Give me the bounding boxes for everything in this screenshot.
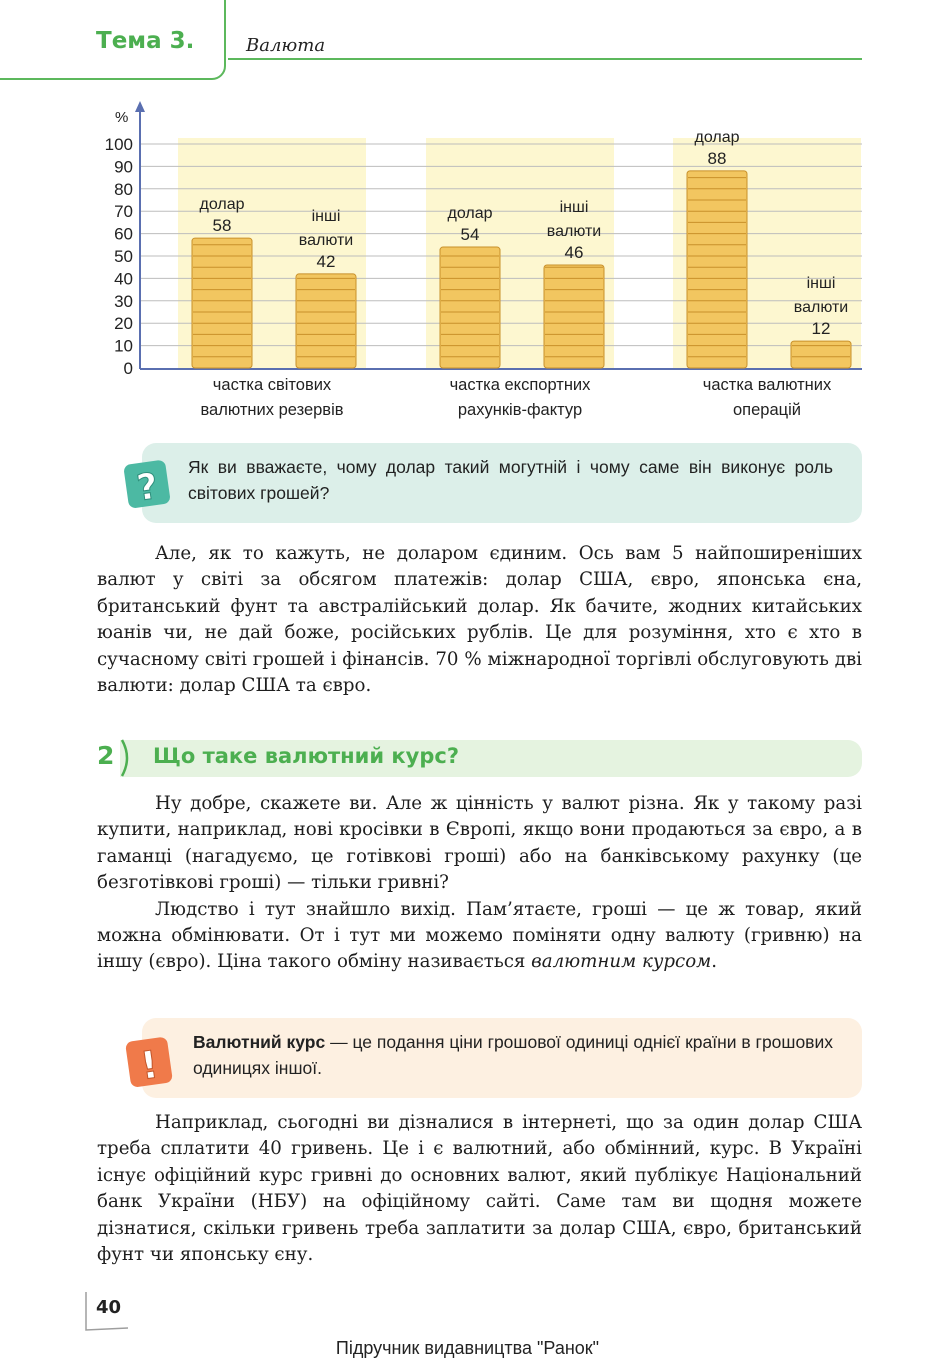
chart-bar-name-label: валюти [546, 222, 602, 240]
chart-bar-name-label: інші [311, 207, 341, 225]
chart-data-label: 12 [811, 319, 831, 339]
chart-y-tick-label: 20 [114, 314, 133, 334]
chart-y-tick-label: 90 [114, 157, 133, 177]
chart-y-axis-label: % [115, 109, 129, 126]
paragraph-currencies [97, 541, 862, 699]
chart-y-tick-label: 50 [114, 247, 133, 266]
definition-term: Валютний курс [193, 1032, 326, 1052]
section-title: Що таке валютний курс? [153, 744, 460, 768]
chart-y-tick-label: 100 [104, 135, 133, 154]
chart-bar [192, 238, 252, 368]
chart-category-label: рахунків-фактур [457, 401, 583, 419]
section-number: 2 [97, 741, 115, 770]
chart-bar-name-label: долар [199, 196, 245, 214]
chart-category-label: частка експортних [449, 376, 591, 394]
chart-bar [440, 247, 500, 368]
currency-share-chart [90, 100, 870, 425]
chart-y-tick-label: 30 [114, 291, 133, 311]
paragraph-exchange-rate [97, 791, 862, 976]
definition-body: — це подання ціни грошової одиниці однієї країни в грошових одиницях іншої. [193, 1032, 834, 1078]
section-bracket-icon [118, 738, 136, 778]
header-title: Валюта [246, 35, 326, 56]
chart-bar-name-label: долар [694, 128, 740, 146]
chart-category-label: частка валютних [702, 376, 832, 394]
header-rule [228, 58, 862, 60]
chart-bar [296, 274, 356, 368]
svg-text:!: ! [137, 1042, 162, 1089]
paragraph-text: Ну добре, скажете ви. Але ж цінність у валют різна. Як у такому разі купити, наприклад, нові кросівки в Європі, якщо вони продаються за євро, а в гаманці (нагадуємо, це готівкові гроші) або на банківському рахунку (це безготівкові гроші) — тільки гривні? [97, 793, 862, 894]
chart-y-tick-label: 70 [114, 202, 133, 222]
paragraph-text-main: Людство і тут знайшло вихід. Пам’ятаєте, гроші — це ж товар, який можна обмінювати. От і тут ми можемо поміняти одну валюту (гривню) на іншу (євро). Ціна такого обміну називається [97, 898, 862, 973]
chart-bar-name-label: долар [447, 205, 493, 223]
chart-data-label: 58 [212, 216, 232, 236]
paragraph-text-end: . [711, 951, 718, 973]
exclamation-icon [121, 1033, 179, 1091]
chart-bar-name-label: валюти [793, 299, 849, 317]
chart-data-label: 42 [316, 251, 336, 271]
paragraph-example [97, 1110, 862, 1268]
question-mark-icon [120, 456, 176, 512]
term-emphasis: валютним курсом [531, 951, 712, 973]
paragraph-text: Але, як то кажуть, не доларом єдиним. Ось вам 5 найпоширеніших валют у світі за обсягом платежів: долар США, євро, японська єна, британський фунт та австралійський долар. Як бачите, жодних китайських юанів чи, не дай боже, російських рублів. Це для розуміння, хто є хто в сучасному світі грошей і фінансів. 70 % міжнародної торгівлі обслуговують дві валюти: долар США та євро. [97, 543, 862, 697]
chart-y-tick-label: 10 [114, 336, 133, 356]
chart-bar-name-label: валюти [298, 231, 354, 249]
topic-label: Тема 3. [96, 28, 195, 54]
chart-y-tick-label: 0 [123, 359, 133, 378]
chart-bar [544, 265, 604, 368]
chart-data-label: 88 [707, 148, 727, 168]
chart-y-tick-label: 40 [114, 269, 133, 289]
chart-category-label: валютних резервів [200, 401, 344, 419]
chart-data-label: 46 [564, 242, 584, 262]
chart-category-label: операцій [733, 401, 801, 419]
svg-text:?: ? [134, 465, 161, 510]
chart-bar-name-label: інші [806, 275, 836, 293]
chart-category-label: частка світових [212, 376, 332, 394]
chart-bar-name-label: інші [559, 198, 589, 216]
definition-text [193, 1029, 833, 1081]
paragraph-text-2 [97, 897, 862, 976]
question-text: Як ви вважаєте, чому долар такий могутній і чому саме він виконує роль світових грошей? [188, 457, 833, 503]
chart-y-tick-label: 60 [114, 224, 133, 244]
page-number: 40 [96, 1297, 122, 1318]
chart-y-axis-arrow [135, 101, 145, 112]
paragraph-text: Наприклад, сьогодні ви дізналися в інтернеті, що за один долар США треба сплатити 40 гривень. Це і є валютний, або обмінний, курс. В Україні існує офіційний курс гривні до основних валют, який публікує Національний банк України (НБУ) на офіційному сайті. Саме там ви щодня можете дізнатися, скільки гривень треба заплатити за долар США, євро, британський фунт чи японську єну. [97, 1112, 862, 1266]
chart-data-label: 54 [460, 225, 480, 245]
chart-y-tick-label: 80 [114, 179, 133, 199]
publisher-footer: Підручник видавництва "Ранок" [335, 1338, 600, 1358]
